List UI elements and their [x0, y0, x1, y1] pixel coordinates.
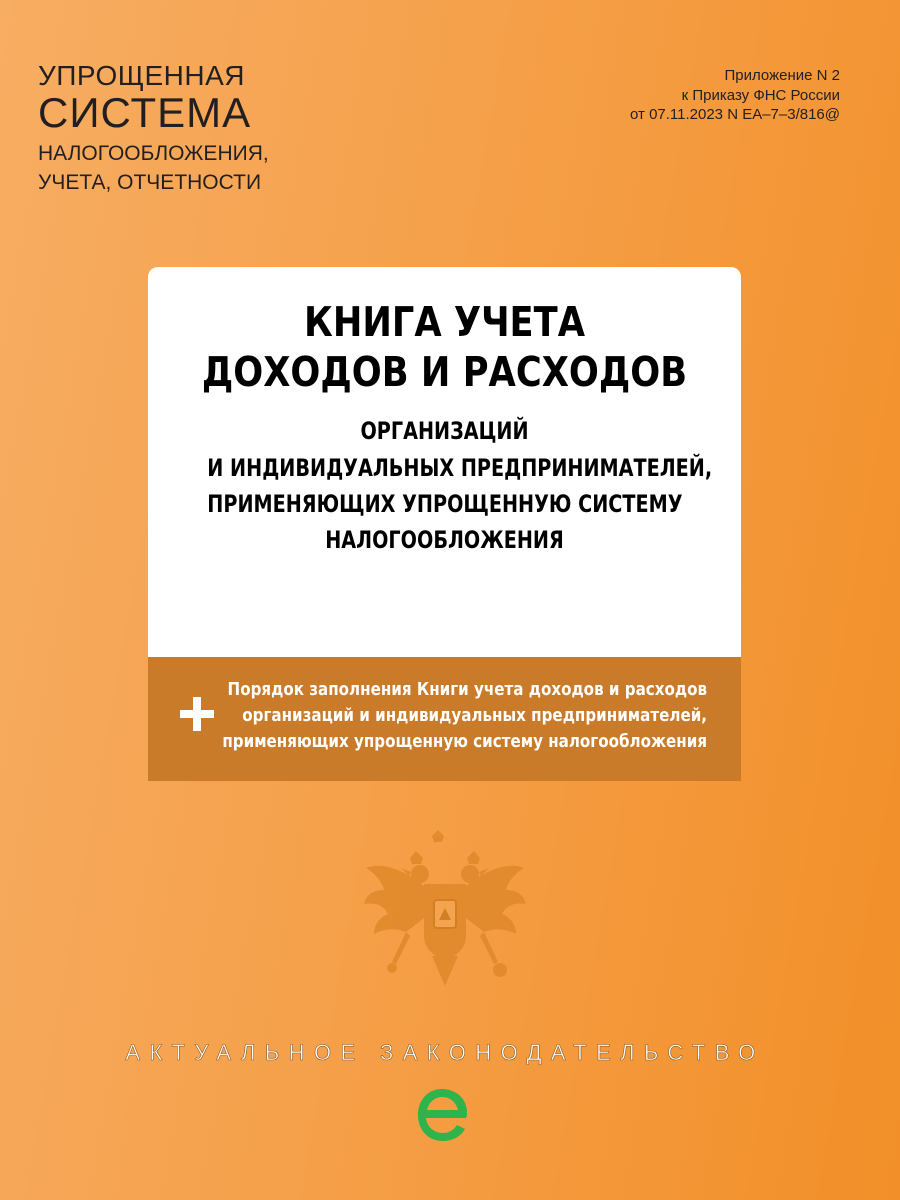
book-title-line-1: КНИГА УЧЕТА: [304, 298, 585, 346]
book-title-line-2: ДОХОДОВ И РАСХОДОВ: [201, 348, 688, 397]
addition-line-2: организаций и индивидуальных предпринимателей,: [242, 705, 707, 727]
appendix-line-3: от 07.11.2023 N ЕА–7–3/816@: [630, 106, 840, 123]
addition-band: [148, 657, 741, 781]
book-title: [190, 297, 700, 397]
book-subtitle: [207, 413, 713, 559]
series-line-1: УПРОЩЕННАЯ: [38, 60, 246, 91]
appendix-note: [630, 66, 840, 125]
addition-line-1: Порядок заполнения Книги учета доходов и расходов: [227, 679, 707, 700]
series-line-4: УЧЕТА, ОТЧЕТНОСТИ: [38, 171, 262, 195]
addition-text: [222, 677, 707, 755]
double-headed-eagle-emblem-icon: [362, 828, 528, 998]
footer-series-name: [0, 1040, 890, 1066]
publisher-logo-icon: [415, 1085, 469, 1145]
series-title: [38, 62, 269, 197]
title-card: [148, 267, 741, 657]
book-subtitle-line-4: НАЛОГООБЛОЖЕНИЯ: [325, 526, 564, 555]
book-subtitle-line-3: ПРИМЕНЯЮЩИХ УПРОЩЕННУЮ СИСТЕМУ: [207, 489, 683, 518]
series-line-2: СИСТЕМА: [38, 89, 252, 136]
footer-series-text: АКТУАЛЬНОЕ ЗАКОНОДАТЕЛЬСТВО: [125, 1040, 765, 1065]
addition-line-3: применяющих упрощенную систему налогообложения: [222, 731, 707, 753]
series-line-3: НАЛОГООБЛОЖЕНИЯ,: [38, 142, 269, 165]
appendix-line-2: к Приказу ФНС России: [681, 86, 840, 104]
book-subtitle-line-1: ОРГАНИЗАЦИЙ: [360, 417, 529, 446]
plus-icon: [180, 697, 214, 731]
book-subtitle-line-2: И ИНДИВИДУАЛЬНЫХ ПРЕДПРИНИМАТЕЛЕЙ,: [207, 453, 713, 482]
appendix-line-1: Приложение N 2: [724, 67, 840, 84]
